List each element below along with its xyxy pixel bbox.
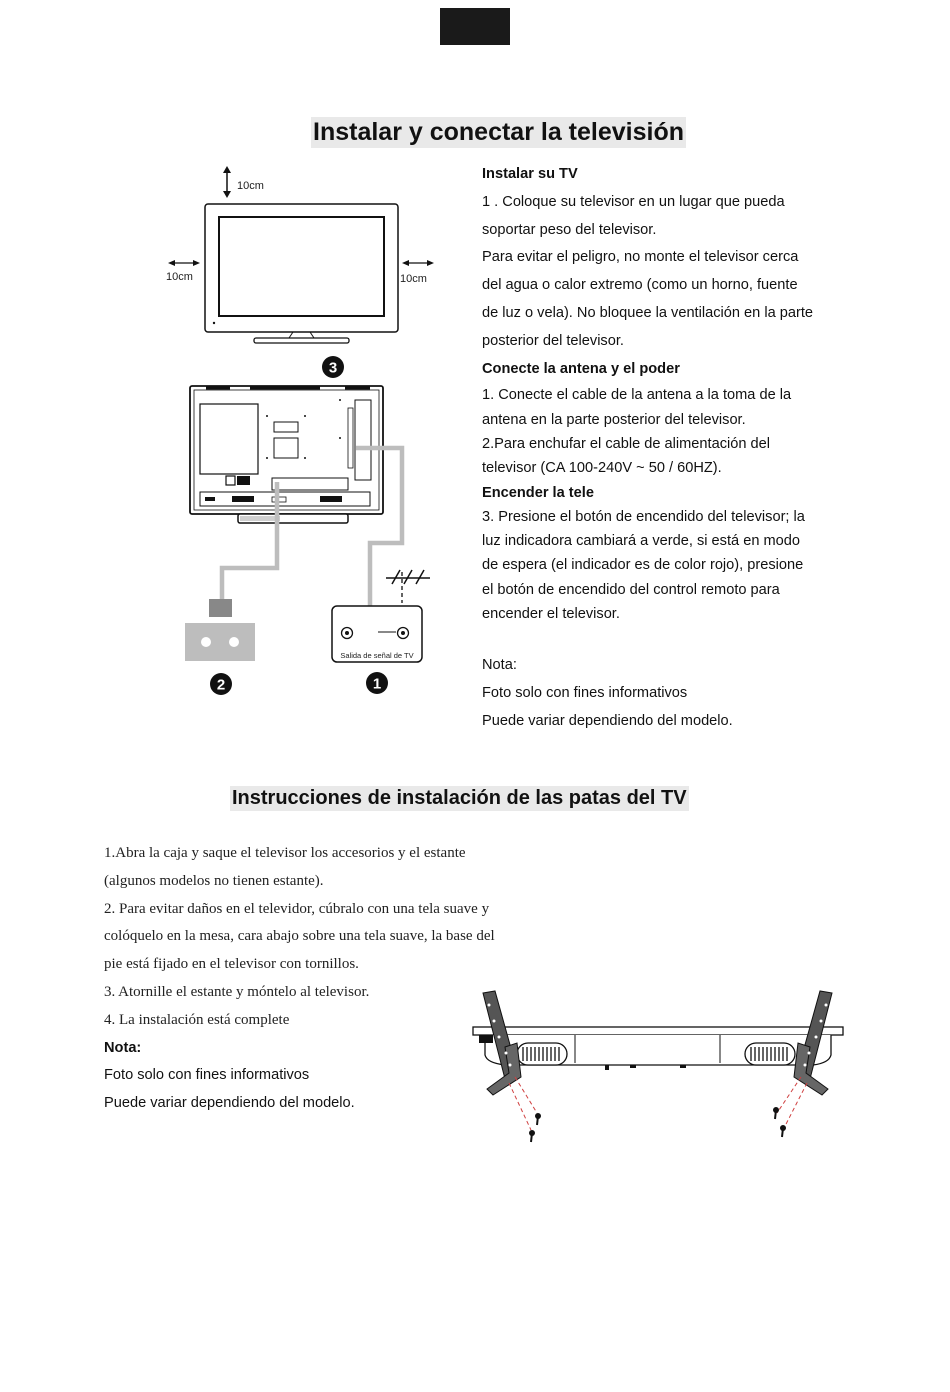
tv-front-illustration [205, 204, 398, 343]
clearance-top-arrow [223, 166, 231, 198]
tv-bottom-illustration [473, 1027, 843, 1070]
screw-icon [780, 1125, 786, 1137]
power-line: 3. Presione el botón de encendido del televisor; la [482, 508, 805, 525]
antenna-icon [386, 570, 430, 603]
section1-title: Instalar y conectar la televisión [313, 118, 684, 146]
note-label: Nota: [482, 657, 517, 674]
stand-line: (algunos modelos no tienen estante). [104, 872, 324, 889]
tv-back-illustration [190, 386, 383, 523]
step-badge-3 [322, 356, 344, 378]
tv-signal-socket [332, 606, 422, 662]
screw-icon [529, 1130, 535, 1142]
connect-line: antena en la parte posterior del televisor. [482, 411, 746, 428]
install-line: del agua o calor extremo (como un horno, fuente [482, 277, 798, 294]
screw-icon [773, 1107, 779, 1119]
connect-heading: Conecte la antena y el poder [482, 360, 680, 377]
power-line: luz indicadora cambiará a verde, si está en modo [482, 533, 800, 550]
stand-line: colóquelo en la mesa, cara abajo sobre una tela suave, la base del [104, 928, 495, 945]
step-badge-1 [366, 672, 388, 694]
connect-line: 2.Para enchufar el cable de alimentación del [482, 435, 771, 452]
power-line: el botón de encendido del control remoto para [482, 581, 780, 598]
install-heading: Instalar su TV [482, 166, 578, 182]
clearance-top-label: 10cm [237, 180, 264, 192]
screw-guides [509, 1077, 807, 1130]
note-line: Puede variar dependiendo del modelo. [482, 712, 733, 729]
stand-note-label: Nota: [104, 1039, 142, 1056]
install-line: soportar peso del televisor. [482, 221, 657, 238]
install-instructions [482, 161, 852, 736]
power-outlet [185, 623, 255, 661]
clearance-left-label: 10cm [166, 271, 193, 283]
clearance-right-label: 10cm [400, 273, 427, 285]
power-line: de espera (el indicador es de color rojo), presione [482, 557, 804, 574]
install-line: 1 . Coloque su televisor en un lugar que pueda [482, 193, 785, 210]
stand-note-line: Puede variar dependiendo del modelo. [104, 1095, 355, 1112]
screw-icon [535, 1113, 541, 1125]
connect-line: televisor (CA 100-240V ~ 50 / 60HZ). [482, 460, 722, 477]
stand-line: 4. La instalación está complete [104, 1011, 290, 1028]
stand-line: 2. Para evitar daños en el televidor, cúbralo con una tela suave y [104, 900, 490, 917]
stand-line: 3. Atornille el estante y móntelo al televisor. [104, 983, 370, 1000]
svg-text:1: 1 [372, 675, 382, 693]
stand-line: 1.Abra la caja y saque el televisor los accesorios y el estante [104, 845, 466, 861]
step-badge-2 [210, 673, 232, 695]
install-line: posterior del televisor. [482, 332, 624, 349]
note-line: Foto solo con fines informativos [482, 685, 688, 702]
tv-connection-diagram [150, 160, 460, 705]
connect-line: 1. Conecte el cable de la antena a la toma de la [482, 387, 792, 404]
install-line: Para evitar el peligro, no monte el televisor cerca [482, 249, 799, 266]
clearance-right-arrow [402, 260, 434, 266]
install-line: de luz o vela). No bloquee la ventilación en la parte [482, 304, 814, 321]
power-line: encender el televisor. [482, 606, 620, 623]
clearance-left-arrow [168, 260, 200, 266]
page-header-block [440, 8, 510, 45]
stand-note-line: Foto solo con fines informativos [104, 1067, 310, 1084]
svg-text:3: 3 [328, 359, 338, 377]
socket-label: Salida de señal de TV [340, 651, 414, 660]
stand-line: pie está fijado en el televisor con tornillos. [104, 956, 359, 973]
tv-stand-diagram [465, 985, 850, 1150]
svg-text:2: 2 [216, 676, 226, 694]
power-heading: Encender la tele [482, 484, 594, 501]
section2-title: Instrucciones de instalación de las patas del TV [232, 787, 687, 809]
